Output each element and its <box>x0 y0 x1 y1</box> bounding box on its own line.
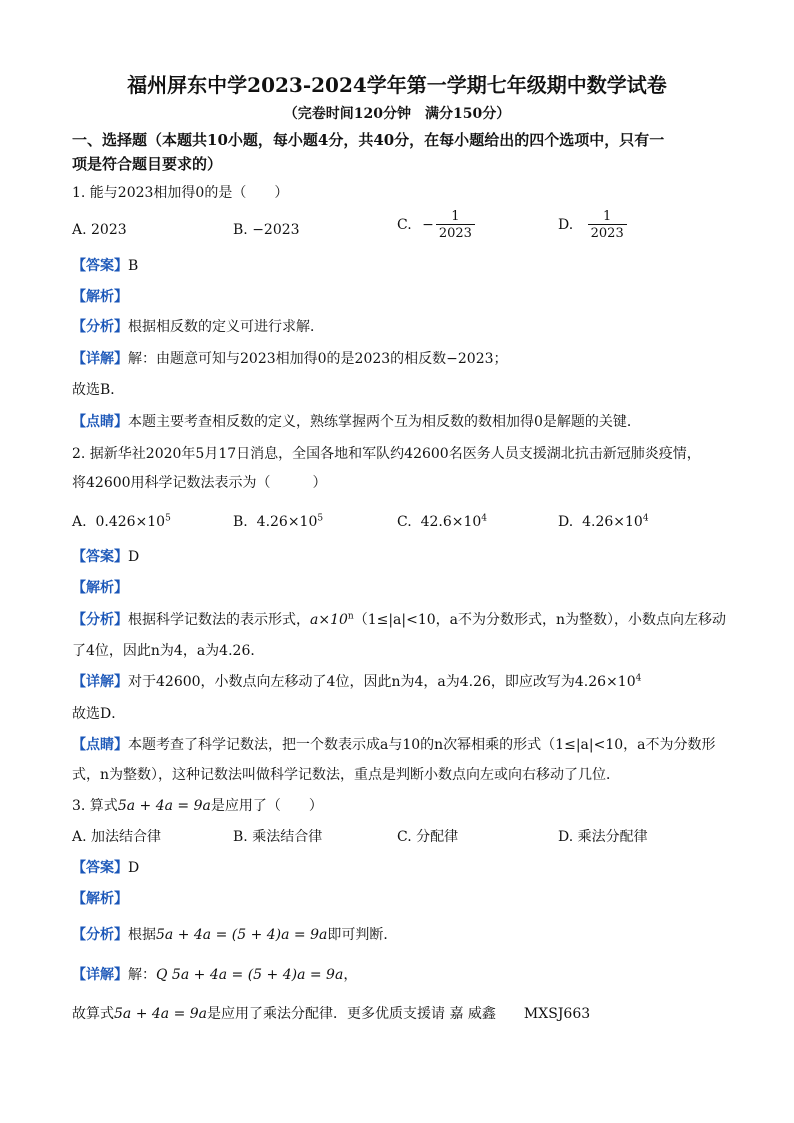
q2-option-b <box>233 513 323 531</box>
q3-option-d: D. 乘法分配律 <box>558 829 648 845</box>
section-heading: 一、选择题（本题共10小题，每小题4分，共40分，在每小题给出的四个选项中，只有一 <box>72 131 665 149</box>
stem-formula: 5a + 4a = 9a <box>117 798 211 814</box>
fenxi-text: 根据 <box>128 927 156 943</box>
stem-text-cont: 是应用了（ ） <box>210 798 323 814</box>
xiangjie-exponent: 4 <box>635 673 642 684</box>
fenxi-text-cont: （1≤|a|<10，a不为分数形式，n为整数），小数点向左移动 <box>353 612 727 628</box>
q2-analysis-heading <box>72 579 128 597</box>
option-value: 0.426×10 <box>95 514 166 530</box>
conclusion-text-cont: 是应用了乘法分配律．更多优质支援请 嘉 威鑫 MXSJ663 <box>207 1006 591 1022</box>
option-exponent: 5 <box>165 513 171 524</box>
answer-value: D <box>128 549 140 565</box>
option-value: 42.6×10 <box>420 514 482 530</box>
q2-answer <box>72 548 139 566</box>
q1-option-c-label: C. <box>397 217 412 233</box>
question-3-stem <box>72 797 323 815</box>
conclusion-text: 故算式 <box>72 1006 114 1022</box>
fenxi-tag: 【分析】 <box>72 612 128 628</box>
section-heading-cont: 项是符合题目要求的） <box>72 155 223 173</box>
q2-option-d <box>558 513 649 531</box>
q1-analysis-heading <box>72 288 128 306</box>
q2-conclusion: 故选D． <box>72 706 126 722</box>
dianjing-text: 本题主要考查相反数的定义，熟练掌握两个互为相反数的数相加得0是解题的关键． <box>128 414 641 430</box>
fenxi-formula: a×10 <box>310 612 348 628</box>
dianjing-tag: 【点睛】 <box>72 414 128 430</box>
answer-tag: 【答案】 <box>72 860 128 876</box>
fraction-denominator: 2023 <box>436 224 475 241</box>
q3-conclusion <box>72 1005 590 1023</box>
q1-option-b: B. −2023 <box>233 222 300 238</box>
q3-option-c: C. 分配律 <box>397 829 459 845</box>
q2-fenxi-cont: 了4位，因此n为4，a为4.26． <box>72 643 265 659</box>
q2-option-a <box>72 513 171 531</box>
fenxi-tag: 【分析】 <box>72 927 128 943</box>
q3-analysis-heading <box>72 890 128 908</box>
q2-dianjing <box>72 736 716 754</box>
q1-option-c-fraction <box>436 209 475 241</box>
xiangjie-text-cont: ， <box>343 967 358 983</box>
q1-option-d-label: D. <box>558 217 574 233</box>
question-2-stem-cont: 将42600用科学记数法表示为（ ） <box>72 475 327 491</box>
q1-conclusion: 故选B． <box>72 382 125 398</box>
q2-dianjing-cont: 式，n为整数），这种记数法叫做科学记数法，重点是判断小数点向左或向右移动了几位． <box>72 767 621 783</box>
analysis-tag: 【解析】 <box>72 891 128 907</box>
analysis-tag: 【解析】 <box>72 289 128 305</box>
option-exponent: 5 <box>317 513 324 524</box>
fraction-numerator: 1 <box>603 209 612 224</box>
q1-option-a: A. 2023 <box>72 222 127 238</box>
answer-value: D <box>128 860 140 876</box>
option-label: D. <box>558 514 574 530</box>
q3-option-b: B. 乘法结合律 <box>233 829 323 845</box>
xiangjie-text: 解：由题意可知与2023相加得0的是2023的相反数−2023； <box>128 351 508 367</box>
option-value: 4.26×10 <box>256 514 318 530</box>
option-label: A. <box>72 514 87 530</box>
option-exponent: 4 <box>642 513 649 524</box>
option-exponent: 4 <box>481 513 488 524</box>
analysis-tag: 【解析】 <box>72 580 128 596</box>
q2-fenxi <box>72 611 726 629</box>
fraction-denominator: 2023 <box>588 224 627 241</box>
fraction-numerator: 1 <box>451 209 460 224</box>
dianjing-text: 本题考查了科学记数法，把一个数表示成a与10的n次幂相乘的形式（1≤|a|<10，a不为分数形 <box>128 737 716 753</box>
answer-tag: 【答案】 <box>72 549 128 565</box>
xiangjie-tag: 【详解】 <box>72 967 128 983</box>
q1-xiangjie <box>72 350 508 368</box>
fenxi-formula: 5a + 4a = (5 + 4)a = 9a <box>156 927 328 943</box>
q1-option-c-sign: − <box>422 217 434 233</box>
answer-tag: 【答案】 <box>72 258 128 274</box>
q2-option-c <box>397 513 487 531</box>
q1-option-d-fraction <box>588 209 627 241</box>
option-value: 4.26×10 <box>582 514 643 530</box>
option-label: C. <box>397 514 412 530</box>
q1-fenxi <box>72 318 324 336</box>
q1-option-d <box>558 209 627 241</box>
conclusion-formula: 5a + 4a = 9a <box>114 1006 208 1022</box>
fenxi-tag: 【分析】 <box>72 319 128 335</box>
q3-fenxi <box>72 926 397 944</box>
fenxi-formula-exponent: n <box>347 611 354 622</box>
xiangjie-text: 对于42600，小数点向左移动了4位，因此n为4，a为4.26，即应改写为4.26×10 <box>128 674 636 690</box>
question-1-stem: 1. 能与2023相加得0的是（ ） <box>72 185 289 201</box>
q3-xiangjie <box>72 966 357 984</box>
xiangjie-formula: Q 5a + 4a = (5 + 4)a = 9a <box>156 967 344 983</box>
stem-text: 3. 算式 <box>72 798 118 814</box>
q1-dianjing <box>72 413 641 431</box>
q1-answer <box>72 257 138 275</box>
option-label: B. <box>233 514 248 530</box>
exam-subtitle: （完卷时间120分钟 满分150分） <box>283 106 511 122</box>
xiangjie-tag: 【详解】 <box>72 674 128 690</box>
answer-value: B <box>128 258 139 274</box>
dianjing-tag: 【点睛】 <box>72 737 128 753</box>
fenxi-text-cont: 即可判断． <box>327 927 398 943</box>
q3-option-a: A. 加法结合律 <box>72 829 162 845</box>
q2-xiangjie <box>72 673 641 691</box>
xiangjie-text: 解： <box>128 967 156 983</box>
question-2-stem: 2. 据新华社2020年5月17日消息，全国各地和军队约42600名医务人员支援湖北抗击新冠肺炎疫情， <box>72 446 701 462</box>
q3-answer <box>72 859 139 877</box>
xiangjie-tag: 【详解】 <box>72 351 128 367</box>
fenxi-text: 根据科学记数法的表示形式， <box>128 612 310 628</box>
q1-option-c <box>397 209 475 241</box>
fenxi-text: 根据相反数的定义可进行求解． <box>128 319 324 335</box>
exam-title: 福州屏东中学2023-2024学年第一学期七年级期中数学试卷 <box>127 73 667 97</box>
